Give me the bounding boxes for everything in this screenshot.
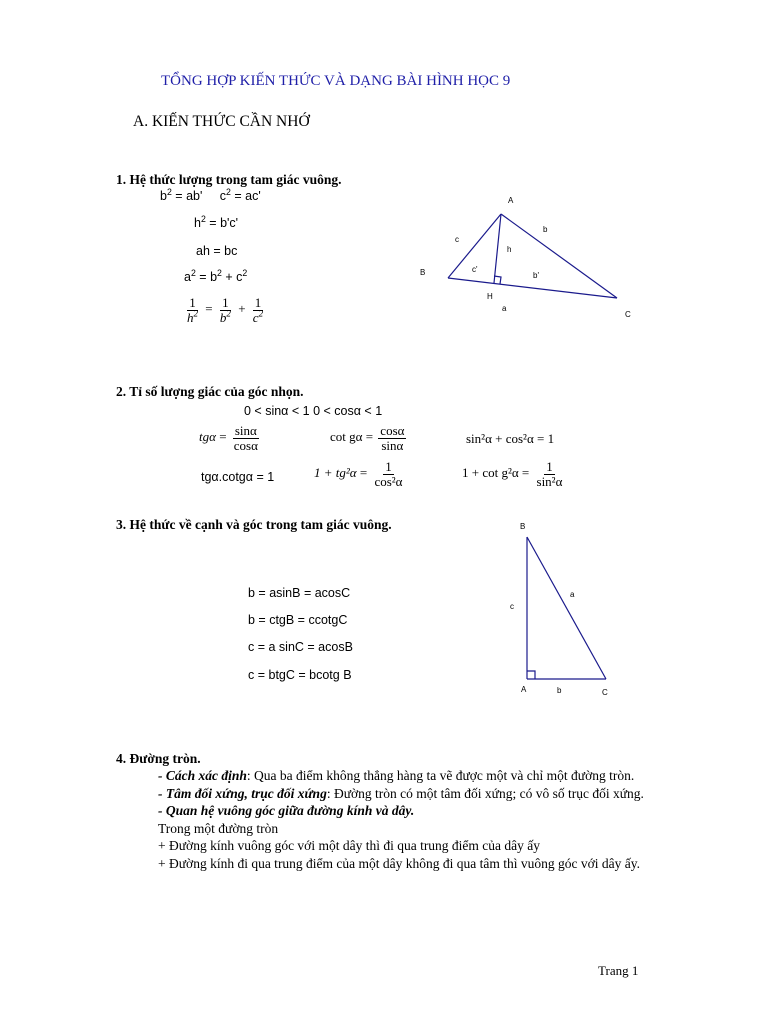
label-h: h — [507, 245, 512, 254]
label-c: c — [455, 235, 459, 244]
paragraph-perpendicular-heading: - Quan hệ vuông góc giữa đường kính và dây. — [158, 803, 415, 818]
label-C: C — [602, 688, 608, 697]
label-a: a — [570, 590, 575, 599]
label-c: c — [510, 602, 514, 611]
formula-pythagoras: $a^2 = b^2 + c^2$ — [184, 267, 248, 284]
right-angle-mark — [527, 671, 535, 679]
formula-1-plus-cotg2: 1 + cot g²α = $\frac{1}{\text{sin²α}}$ — [462, 459, 563, 489]
paragraph-in-circle: Trong một đường tròn — [158, 820, 279, 836]
label-B: B — [520, 522, 526, 531]
side-b-line — [501, 214, 617, 298]
formula-h-squared: $h^2 = b'c'$ — [194, 213, 239, 230]
label-b-prime: b' — [533, 271, 539, 280]
formula-sin2-cos2: sin²α + cos²α = 1 — [466, 431, 555, 446]
label-A: A — [508, 196, 514, 205]
paragraph-rule-2: + Đường kính đi qua trung điểm của một dây không đi qua tâm thì vuông góc với dây ấy. — [158, 855, 641, 871]
formula-tg-cotg: tgα.cotgα = 1 — [201, 470, 275, 484]
altitude-h-line — [494, 214, 501, 283]
section-1-heading: 1. Hệ thức lượng trong tam giác vuông. — [116, 172, 342, 187]
formula-ah-bc: ah = bc — [196, 244, 238, 258]
document-title: TỔNG HỢP KIẾN THỨC VÀ DẠNG BÀI HÌNH HỌC 9 — [161, 73, 511, 89]
heading-section-a: A. KIẾN THỨC CẦN NHỚ — [133, 113, 310, 130]
formula-tg: tgα = $\frac{\sin\alpha}{\cos\alpha}$ — [199, 423, 258, 453]
formula-cotg: cot gα = $\frac{\cos\alpha}{\sin\alpha}$ — [330, 423, 405, 453]
paragraph-symmetry: - Tâm đối xứng, trục đối xứng: Đường tròn có một tâm đối xứng; có vô số trục đối xứng. — [158, 785, 644, 801]
paragraph-rule-1: + Đường kính vuông góc với một dây thì đi qua trung điểm của dây ấy — [158, 838, 541, 853]
formula-reciprocal-h: $\frac{1}{h^2}$ = $\frac{1}{b^2}$ + $\frac{1}{c^2}$ — [187, 295, 264, 325]
section-3-heading: 3. Hệ thức về cạnh và góc trong tam giác vuông. — [116, 517, 392, 532]
paragraph-determination: - Cách xác định: Qua ba điểm không thẳng hàng ta vẽ được một và chỉ một đường tròn. — [158, 768, 635, 783]
formula-c-asinC: c = a sinC = acosB — [248, 640, 353, 654]
label-b: b — [543, 225, 548, 234]
label-C: C — [625, 310, 631, 319]
formula-c-btgC: c = btgC = bcotg B — [248, 668, 352, 682]
side-a-line — [448, 278, 617, 298]
label-A: A — [521, 685, 527, 694]
section-4-heading: 4. Đường tròn. — [116, 751, 201, 766]
right-triangle-diagram — [500, 515, 630, 700]
formula-b-ctgB: b = ctgB = ccotgC — [248, 613, 348, 627]
formula-b-squared: $b^2 = ab'$ $c^2 = ac'$ — [160, 186, 261, 203]
formula-sin-cos-bounds: 0 < sinα < 1 0 < cosα < 1 — [244, 404, 383, 418]
label-a: a — [502, 304, 507, 313]
label-b: b — [557, 686, 562, 695]
label-B: B — [420, 268, 426, 277]
label-c-prime: c' — [472, 265, 478, 274]
formula-1-plus-tg2: 1 + tg²α = $\frac{1}{\text{cos²α}}$ — [314, 459, 403, 489]
formula-b-asinB: b = asinB = acosC — [248, 586, 351, 600]
side-a-line — [527, 537, 606, 679]
page-number: Trang 1 — [598, 963, 639, 978]
label-H: H — [487, 292, 493, 301]
section-4-body — [116, 767, 652, 872]
right-triangle-altitude-diagram — [410, 190, 650, 325]
section-2-heading: 2. Tỉ số lượng giác của góc nhọn. — [116, 384, 304, 399]
